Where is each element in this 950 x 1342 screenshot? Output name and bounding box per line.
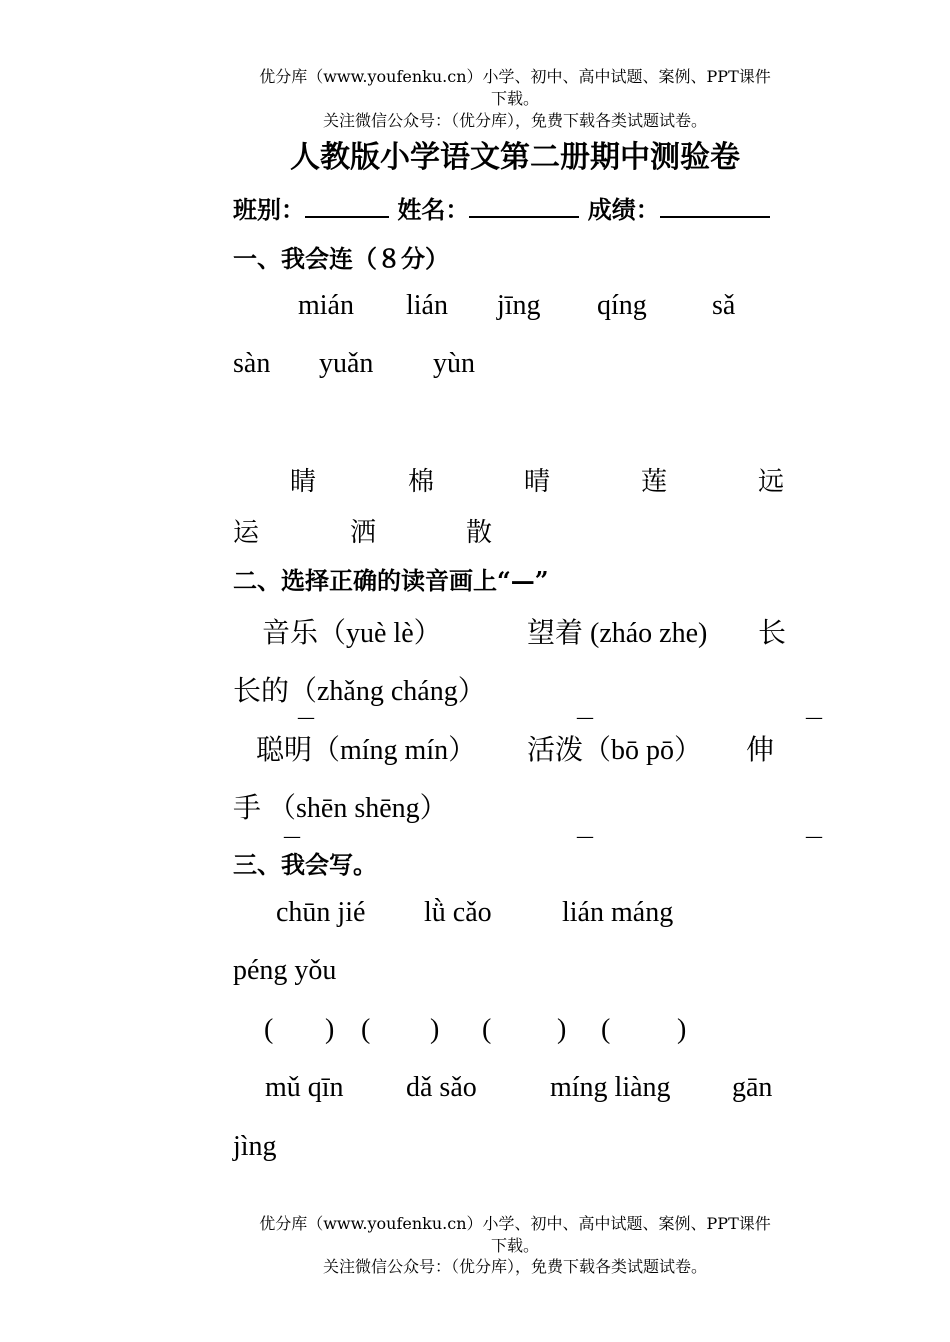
answer-mark: — [297,707,315,728]
header-line-3: 关注微信公众号：（优分库），免费下载各类试题试卷。 [322,111,707,130]
header-line-2: 下载。 [490,89,539,108]
choice-item[interactable]: 活泼（bō pō） [527,735,703,766]
pinyin-item: lǜ cǎo [424,897,492,928]
pinyin-item: míng liàng [550,1072,671,1103]
page-title: 人教版小学语文第二册期中测验卷 [290,140,740,175]
pinyin-item: péng yǒu [233,955,337,986]
choice-item: 伸 [746,735,775,766]
choice-item: 长 [758,618,787,649]
footer-line-3: 关注微信公众号：（优分库），免费下载各类试题试卷。 [322,1257,707,1276]
paren: ) [325,1014,335,1045]
paren: ) [430,1014,440,1045]
pinyin-item: dǎ sǎo [406,1072,477,1103]
info-line [233,190,770,225]
section1-heading: 一、我会连（８分） [233,244,449,273]
pinyin-item: sàn [233,348,271,379]
choice-item[interactable]: 长的（zhǎng cháng） [233,676,486,707]
class-blank[interactable] [305,194,389,218]
name-label: 姓名： [397,195,470,224]
name-blank[interactable] [469,194,579,218]
paren: ) [557,1014,567,1045]
footer-line-2: 下载。 [490,1236,539,1255]
pinyin-item: gān [732,1072,773,1103]
class-label: 班别： [233,195,305,224]
answer-mark: — [805,707,823,728]
choice-item[interactable]: 手 （shēn shēng） [233,793,448,824]
char-item: 洒 [350,518,377,548]
paren: ( [264,1014,274,1045]
answer-mark: — [576,707,594,728]
char-item: 散 [466,518,493,548]
choice-item[interactable]: 聪明（míng mín） [256,735,477,766]
answer-mark: — [576,826,594,847]
paren: ( [482,1014,492,1045]
pinyin-item: lián [406,290,448,321]
char-item: 莲 [641,467,668,497]
char-item: 睛 [290,467,317,497]
char-item: 运 [233,518,260,548]
char-item: 远 [758,467,785,497]
pinyin-item: yuǎn [319,348,374,379]
pinyin-item: chūn jié [276,897,366,928]
char-item: 晴 [524,467,551,497]
paren: ) [677,1014,687,1045]
header-line-1: 优分库（www.youfenku.cn）小学、初中、高中试题、案例、PPT课件 [259,67,771,86]
paren: ( [601,1014,611,1045]
char-item: 棉 [408,467,435,497]
footer-line-1: 优分库（www.youfenku.cn）小学、初中、高中试题、案例、PPT课件 [259,1214,771,1233]
choice-item[interactable]: 音乐（yuè lè） [262,618,442,649]
pinyin-item: jīng [497,290,541,321]
section2-heading: 二、选择正确的读音画上“—” [233,566,549,595]
section3-heading: 三、我会写。 [233,850,377,879]
pinyin-item: jìng [233,1131,277,1162]
score-blank[interactable] [660,194,770,218]
paren: ( [361,1014,371,1045]
pinyin-item: sǎ [712,290,736,321]
answer-mark: — [805,826,823,847]
pinyin-item: qíng [597,290,647,321]
pinyin-item: mǔ qīn [265,1072,344,1103]
score-label: 成绩： [587,195,660,224]
pinyin-item: lián máng [562,897,674,928]
pinyin-item: mián [298,290,354,321]
pinyin-item: yùn [433,348,475,379]
answer-mark: — [283,826,301,847]
choice-item[interactable]: 望着 (zháo zhe) [527,618,708,649]
